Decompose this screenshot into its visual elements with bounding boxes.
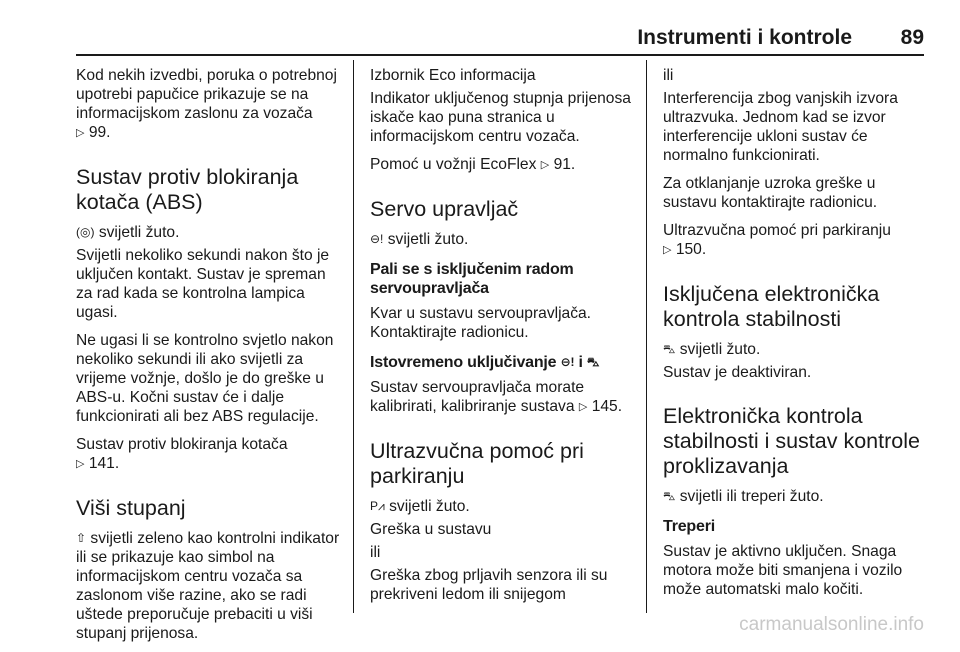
column-1 [76,66,342,652]
esc-off-icon: ⛍ [663,342,676,356]
steering-warning-icon: ⊖! [370,232,384,246]
intro-paragraph: Kod nekih izvedbi, poruka o potrebnoj upotrebi papučice prikazuje se na informacijskom zaslonu za vozača ▷ 99. [76,67,337,141]
abs-paragraph-3: Sustav protiv blokiranja kotača ▷ 141. [76,436,288,472]
parking-icon-line: P⩘ svijetli žuto. [370,498,470,515]
abs-heading: Sustav protiv blokiranja kotača (ABS) [76,165,299,214]
gear-paragraph: ⇧ svijetli zeleno kao kontrolni indikator ili se prikazuje kao simbol na informacijskom centru vozača sa zaslonom više razine, ako se radi uštede preporučuje prebaciti u viši stupanj prijenosa. [76,530,340,642]
parking-text-2: ili [370,544,381,561]
page-reference[interactable]: 99. [88,124,111,141]
ref-arrow-icon: ▷ [76,127,85,139]
abs-warning-icon: (◎) [76,225,95,239]
parking-heading: Ultrazvučna pomoć pri parkiranju [370,439,584,488]
parking-text-3: Greška zbog prljavih senzora ili su prekriveni ledom ili snijegom [370,567,608,603]
servo-paragraph-1: Kvar u sustavu servoupravljača. Kontaktirajte radionicu. [370,305,592,341]
ref-arrow-icon: ▷ [578,401,588,413]
col3-text-1: ili [663,67,674,84]
abs-icon-line: (◎) svijetli žuto. [76,224,180,241]
esc-icon-line: ⛍ svijetli ili treperi žuto. [663,488,824,505]
ecoflex-line: Pomoć u vožnji EcoFlex ▷ 91. [370,156,576,173]
watermark: carmanualsonline.info [739,614,924,635]
upshift-arrow-icon: ⇧ [76,531,87,545]
stability-control-icon: ⛍ [663,489,676,503]
esc-off-heading: Isključena elektronička kontrola stabilnosti [663,282,880,331]
page-number: 89 [900,26,924,49]
stability-control-icon: ⛍ [587,355,600,369]
header-title: Instrumenti i kontrole [637,26,852,49]
header-rule [76,54,924,56]
esc-heading: Elektronička kontrola stabilnosti i sustav kontrole proklizavanja [663,404,920,478]
column-separator-2 [646,60,647,613]
abs-paragraph-1: Svijetli nekoliko sekundi nakon što je uključen kontakt. Sustav je spreman za rad kada se kontrolna lampica ugasi. [76,247,330,321]
servo-heading: Servo upravljač [370,197,519,221]
col3-text-3: Za otklanjanje uzroka greške u sustavu kontaktirajte radionicu. [663,175,878,211]
page-reference[interactable]: 150. [675,241,707,258]
gear-indicator-paragraph: Indikator uključenog stupnja prijenosa iskače kao puna stranica u informacijskom centru vozača. [370,90,631,145]
ref-arrow-icon: ▷ [76,458,85,470]
eco-menu-line: Izbornik Eco informacija [370,67,536,84]
column-3 [663,66,925,608]
esc-off-icon-line: ⛍ svijetli žuto. [663,341,761,358]
page-reference[interactable]: 141. [88,455,120,472]
column-separator-1 [353,60,354,613]
gear-heading: Viši stupanj [76,496,186,520]
steering-warning-icon: ⊖! [560,355,575,369]
col3-text-4: Ultrazvučna pomoć pri parkiranju ▷ 150. [663,222,891,258]
servo-paragraph-2: Sustav servoupravljača morate kalibrirati, kalibriranje sustava ▷ 145. [370,379,623,415]
column-2 [370,66,636,613]
page-header [76,26,924,54]
esc-paragraph: Sustav je aktivno uključen. Snaga motora može biti smanjena i vozilo može automatski malo kočiti. [663,543,903,598]
ref-arrow-icon: ▷ [663,244,672,256]
servo-icon-line: ⊖! svijetli žuto. [370,231,469,248]
esc-off-paragraph: Sustav je deaktiviran. [663,364,812,381]
esc-subheading: Treperi [663,518,715,535]
parking-sensor-icon: P⩘ [370,499,385,513]
servo-subheading-1: Pali se s isključenim radom servoupravljača [370,261,574,297]
parking-text-1: Greška u sustavu [370,521,492,538]
servo-subheading-2: Istovremeno uključivanje ⊖! i ⛍ [370,354,600,371]
page-reference[interactable]: 145. [591,398,623,415]
abs-paragraph-2: Ne ugasi li se kontrolno svjetlo nakon nekoliko sekundi ili ako svijetli za vrijeme vožnje, došlo je do greške u ABS-u. Kočni sustav će i dalje funkcionirati ali bez ABS regulacije. [76,332,334,425]
col3-text-2: Interferencija zbog vanjskih izvora ultrazvuka. Jednom kad se izvor interferencije ukloni sustav će normalno funkcionirati. [663,90,898,164]
page-reference[interactable]: 91. [553,156,576,173]
ref-arrow-icon: ▷ [540,159,550,171]
